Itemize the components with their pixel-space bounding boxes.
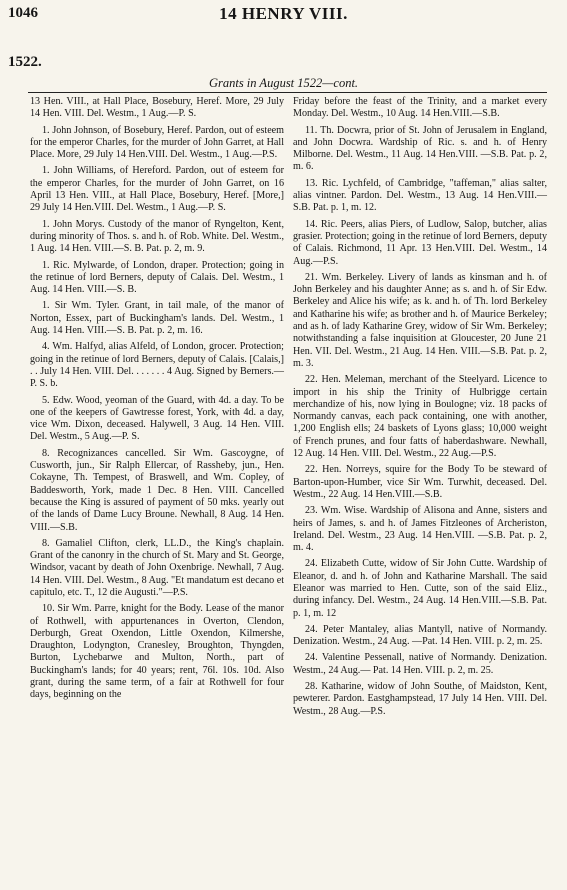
entry: 21. Wm. Berkeley. Livery of lands as kinsman and h. of John Berkeley and his daughter Anne; as s. and h. of Sir Edw. Berkeley and Alice his wife; as k. and h. of Th. lord Berkeley and Katharine his wife; as brother and h. of Maurice Berkeley; and as h. of lady Katharine Grey, widow of Sir Wm. Berkeley; notwithstanding a false inquisition at Gloucester, 20 June 21 Hen. VII. Del. Westm., 21 Aug. 14 Hen. VIII.—S.B. Pat. p. 2, m. 3.	[293, 271, 547, 369]
entry: 28. Katharine, widow of John Southe, of Maidston, Kent, pewterer. Pardon. Eastghampstead, 17 July 14 Hen. VIII. Del. Westm., 28 Aug.—P.S.	[293, 681, 547, 717]
entry: 23. Wm. Wise. Wardship of Alisona and Anne, sisters and heirs of James, s. and h. of James Fitzleones of Archeriston, Ireland. Del. Westm., 23 Aug. 14 Hen.VIII. —S.B. Pat. p. 2, m. 4.	[293, 505, 547, 554]
section-title	[0, 76, 567, 91]
entry: 13 Hen. VIII., at Hall Place, Bosebury, Heref. More, 29 July 14 Hen. VIII. Del. Westm., 1 Aug.—P. S.	[30, 96, 284, 120]
entry: 8. Recognizances cancelled. Sir Wm. Gascoygne, of Cusworth, jun., Sir Ralph Ellercar, of Rassheby, jun., Hen. Cokayne, Th. Tempest, of Braswell, and Wm. Copley, of Baddesworth, York, made 1 Dec. 8 Hen. VIII. Cancelled because the King is assured of payment of 50 mks. yearly out of the lands of Dame Lucy Broune. Newhall, 8 Aug. 14 Hen. VIII.—S.B.	[30, 447, 284, 533]
entry: 1. John Williams, of Hereford. Pardon, out of esteem for the emperor Charles, for the murder of John Garret, on 16 April 13 Hen. VIII., at Hall Place, Bosebury, Heref. [More,] 29 July 14 Hen.VIII. Del. Westm., 1 Aug.—P. S.	[30, 165, 284, 214]
entry: 4. Wm. Halfyd, alias Alfeld, of London, grocer. Protection; going in the retinue of lord Berners, deputy of Calais. [Calais,] . . July 14 Hen. VIII. Del. . . . . . . 4 Aug. Signed by Berners.—P. S. b.	[30, 341, 284, 390]
entry: 22. Hen. Norreys, squire for the Body To be steward of Barton-upon-Humber, vice Sir Wm. Turwhit, deceased. Del. Westm., 22 Aug. 14 Hen.VIII.—S.B.	[293, 464, 547, 500]
entry: 8. Gamaliel Clifton, clerk, LL.D., the King's chaplain. Grant of the canonry in the church of St. Mary and St. George, Windsor, vacant by death of John Oxenbrige. Newhall, 7 Aug. 14 Hen. VIII. Del. Westm., 8 Aug. "Et mandatum est decano et capitulo, etc. T., 12 die Augusti."—P.S.	[30, 537, 284, 598]
entry: 10. Sir Wm. Parre, knight for the Body. Lease of the manor of Rothwell, with appurtenances in Overton, Clendon, Derburgh, Great Oxendon, Little Oxendon, Kilmershe, Draughton, Lodyngton, Cranesley, Broughton, Thyngden, Burton, Lychebarwe and Multon, North., part of Buckingham's lands; for 40 years; rent, 76l. 10s. 10d. Also grant, during the same term, of a fair at Rothwell for four days, beginning on the	[30, 603, 284, 701]
entry: 11. Th. Docwra, prior of St. John of Jerusalem in England, and John Docwra. Wardship of Ric. s. and h. of Henry Milborne. Del. Westm., 11 Aug. 14 Hen.VIII. —S.B. Pat. p. 2, m. 6.	[293, 124, 547, 173]
entry: 1. John Morys. Custody of the manor of Ryngelton, Kent, during minority of Thos. s. and h. of Rob. White. Del. Westm., 1 Aug. 14 Hen. VIII.—S. B. Pat. p. 2, m. 9.	[30, 218, 284, 255]
entry: 1. John Johnson, of Bosebury, Heref. Pardon, out of esteem for the emperor Charles, for the murder of John Garret, at Hall Place. More, 29 July 14 Hen.VIII. Del. Westm., 1 Aug.—P.S.	[30, 124, 284, 161]
running-title: 14 HENRY VIII.	[219, 4, 348, 23]
entry: 5. Edw. Wood, yeoman of the Guard, with 4d. a day. To be one of the keepers of Gawtresse forest, York, with 4d. a day, vice Wm. Dixon, deceased. Halywell, 3 Aug. 14 Hen. VIII. Del. Westm., 5 Aug.—P. S.	[30, 394, 284, 443]
section-title-text: Grants in August 1522—cont.	[208, 76, 359, 90]
header-rule	[28, 92, 547, 93]
entry: 1. Sir Wm. Tyler. Grant, in tail male, of the manor of Norton, Essex, part of Buckingham's lands. Del. Westm., 1 Aug. 14 Hen. VIII.—S. B. Pat. p. 2, m. 16.	[30, 300, 284, 337]
entry: 24. Peter Mantaley, alias Mantyll, native of Normandy. Denization. Westm., 24 Aug. —Pat. 14 Hen. VIII. p. 2, m. 25.	[293, 623, 547, 648]
page-number: 1046	[8, 5, 38, 21]
entry: 24. Valentine Pessenall, native of Normandy. Denization. Westm., 24 Aug.— Pat. 14 Hen. VIII. p. 2, m. 25.	[293, 652, 547, 676]
entry: Friday before the feast of the Trinity, and a market every Monday. Del. Westm., 10 Aug. 14 Hen.VIII.—S.B.	[293, 96, 547, 120]
entry: 24. Elizabeth Cutte, widow of Sir John Cutte. Wardship of Eleanor, d. and h. of John and Katharine Marshall. The said Eleanor was married to Hen. Cutte, son of the said Eliz., during infancy. Del. Westm., 24 Aug. 14 Hen.VIII.—S.B. Pat. p. 1, m. 12	[293, 558, 547, 619]
left-column	[30, 96, 284, 706]
year-label: 1522.	[8, 54, 42, 70]
right-column	[293, 96, 547, 722]
entry: 1. Ric. Mylwarde, of London, draper. Protection; going in the retinue of lord Berners, deputy of Calais. Del. Westm., 1 Aug. 14 Hen. VIII.—S. B.	[30, 259, 284, 296]
entry: 13. Ric. Lychfeld, of Cambridge, "taffeman," alias salter, alias vintner. Pardon. Del. Westm., 13 Aug. 14 Hen.VIII.—S.B. Pat. p. 1, m. 12.	[293, 177, 547, 214]
entry: 14. Ric. Peers, alias Piers, of Ludlow, Salop, butcher, alias grasier. Protection; going in the retinue of lord Berners, deputy of Calais. Richmond, 11 Apr. 13 Hen.VIII. Del. Westm., 14 Aug.—P.S.	[293, 218, 547, 267]
entry: 22. Hen. Meleman, merchant of the Steelyard. Licence to import in his ship the Trinity of Hulbrigge certain merchandize of his, now lying in Boulogne; viz. 18 packs of Normandy canvas, each pack containing, one with another, 1,200 English ells; 24 baskets of Lyons glass; 10,000 weight of French prunes, and four fatts of haberdashware. Newhall, 12 Aug. 14 Hen. VIII. Del. Westm., 22 Aug.—P.S.	[293, 374, 547, 460]
